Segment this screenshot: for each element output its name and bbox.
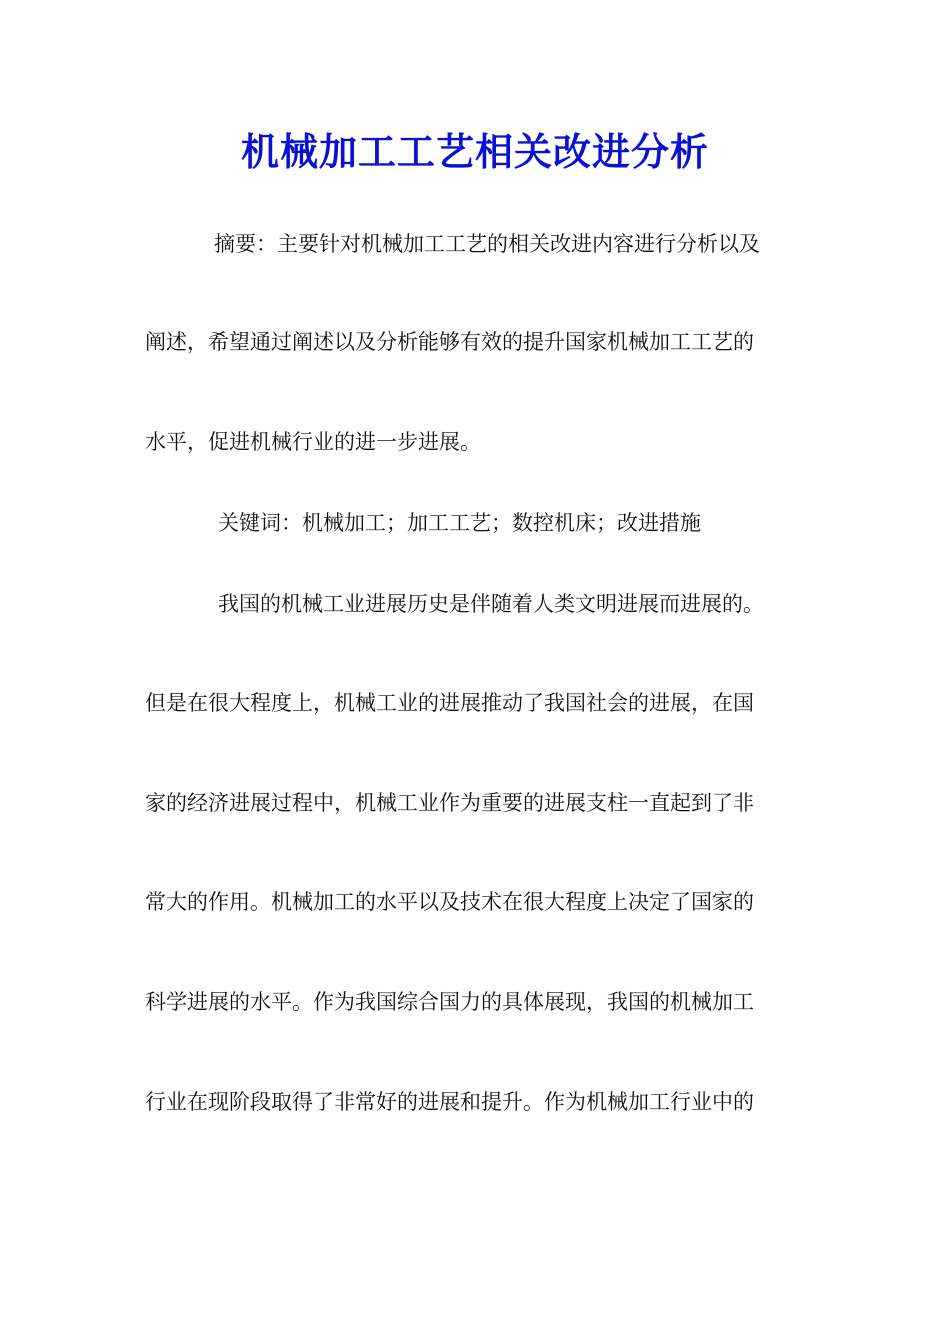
body-line-1: 我国的机械工业进展历史是伴随着人类文明进展而进展的。 xyxy=(218,592,764,616)
body-line-4: 常大的作用。机械加工的水平以及技术在很大程度上决定了国家的 xyxy=(145,890,754,914)
body-line-2: 但是在很大程度上，机械工业的进展推动了我国社会的进展，在国 xyxy=(145,691,754,715)
body-line-5: 科学进展的水平。作为我国综合国力的具体展现，我国的机械加工 xyxy=(145,990,754,1014)
body-line-3: 家的经济进展过程中，机械工业作为重要的进展支柱一直起到了非 xyxy=(145,791,754,815)
document-title: 机械加工工艺相关改进分析 xyxy=(240,129,709,174)
keywords-line: 关键词：机械加工；加工工艺；数控机床；改进措施 xyxy=(218,511,701,535)
abstract-line-3: 水平，促进机械行业的进一步进展。 xyxy=(145,430,481,454)
abstract-line-1: 摘要：主要针对机械加工工艺的相关改进内容进行分析以及 xyxy=(214,232,760,256)
body-line-6: 行业在现阶段取得了非常好的进展和提升。作为机械加工行业中的 xyxy=(145,1090,754,1114)
abstract-line-2: 阐述，希望通过阐述以及分析能够有效的提升国家机械加工工艺的 xyxy=(145,330,754,354)
